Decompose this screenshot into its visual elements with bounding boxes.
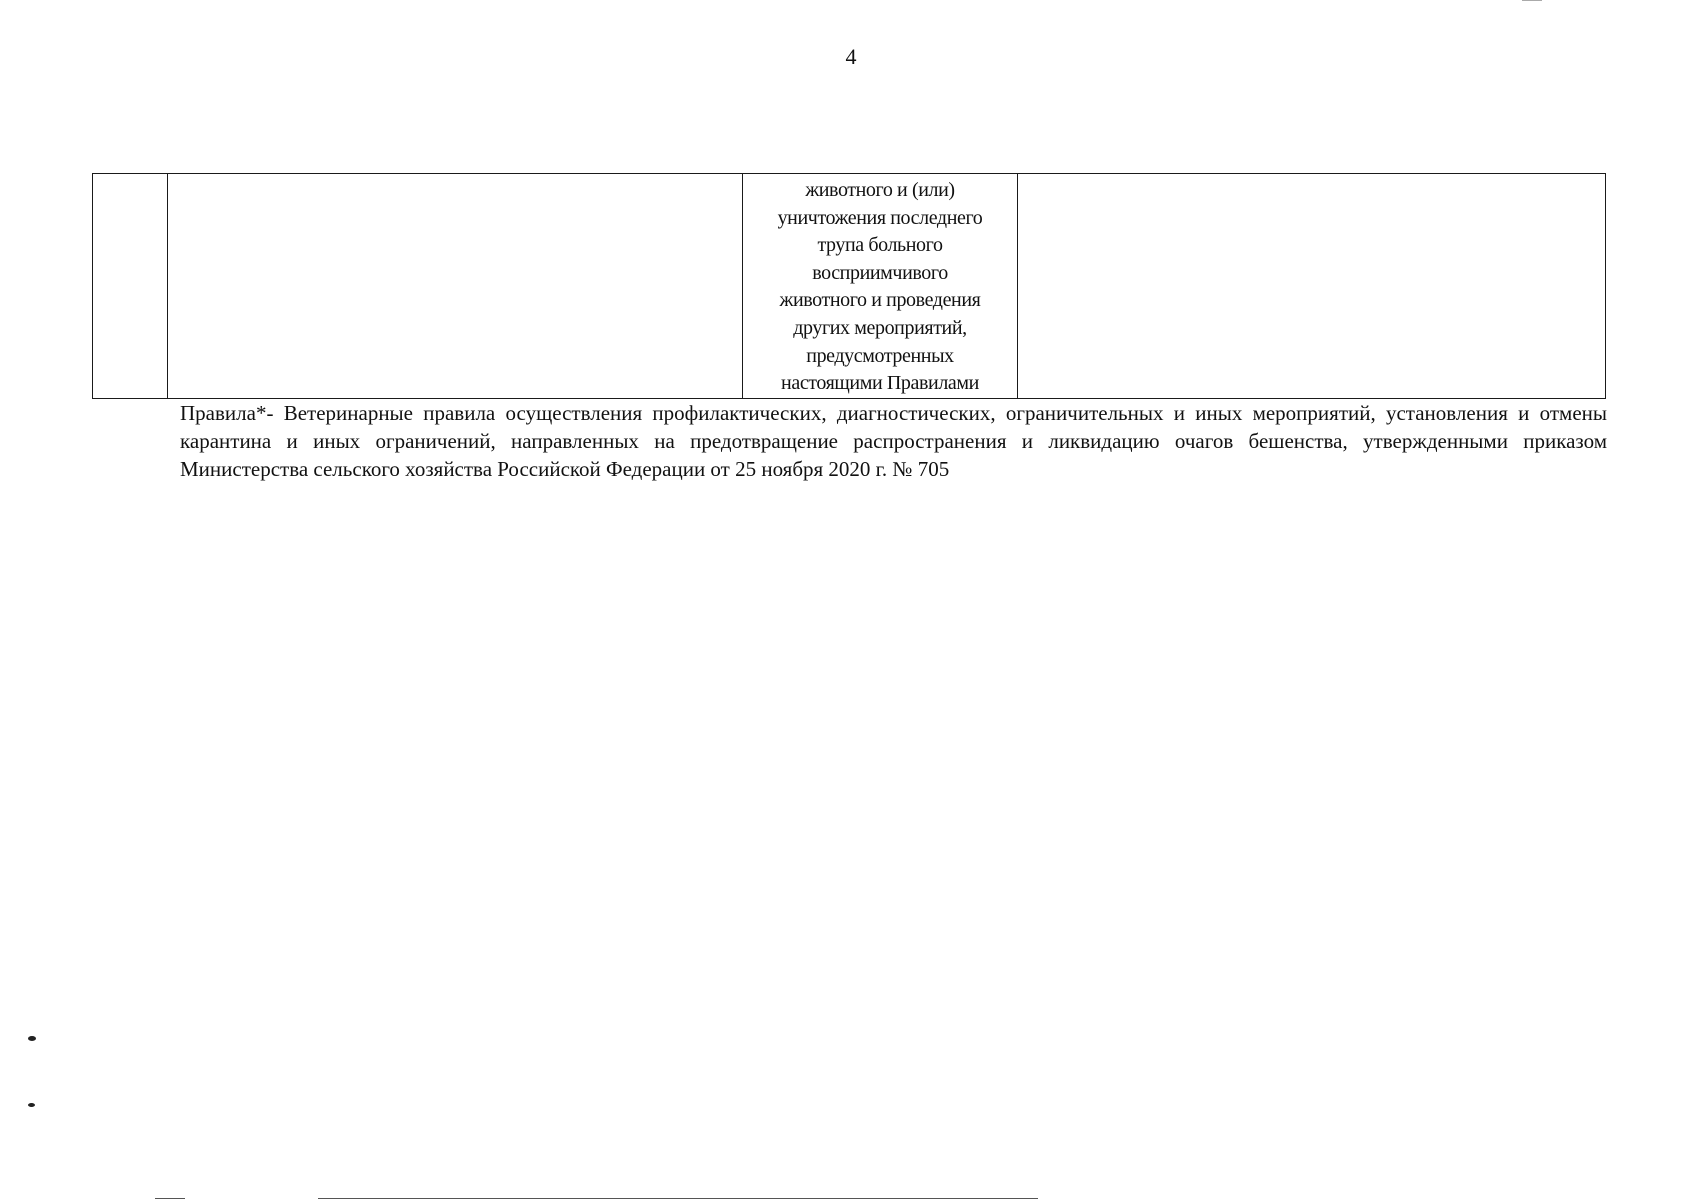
term-line: предусмотренных <box>806 344 954 367</box>
term-line: трупа больного <box>817 234 943 257</box>
table-cell-responsible <box>1018 174 1606 399</box>
table-cell-measure <box>168 174 743 399</box>
measures-table <box>92 173 1606 399</box>
term-line: уничтожения последнего <box>777 206 983 229</box>
term-line: животного и (или) <box>805 179 955 201</box>
term-line: животного и проведения <box>779 289 981 312</box>
table-cell-number <box>93 174 168 399</box>
scan-edge-line <box>1522 0 1542 1</box>
scan-dot <box>28 1036 36 1041</box>
scan-dot <box>28 1103 35 1107</box>
table-cell-term <box>743 174 1018 399</box>
term-text <box>743 174 1017 398</box>
table-row <box>93 174 1606 399</box>
term-line: восприимчивого <box>812 261 948 284</box>
scan-edge-line <box>155 1198 185 1199</box>
term-line: настоящими Правилами <box>781 372 979 395</box>
page-number: 4 <box>845 44 857 69</box>
scan-edge-line <box>318 1198 1038 1199</box>
footnote-text: Правила*- Ветеринарные правила осуществления профилактических, диагностических, ограничительных и иных мероприятий, установления и отмены карантина и иных ограничений, направленных на предотвращение распространения и ликвидацию очагов бешенства, утвержденными приказом Министерства сельского хозяйства Российской Федерации от 25 ноября 2020 г. № 705 <box>180 401 1607 481</box>
term-line: других мероприятий, <box>793 316 967 339</box>
